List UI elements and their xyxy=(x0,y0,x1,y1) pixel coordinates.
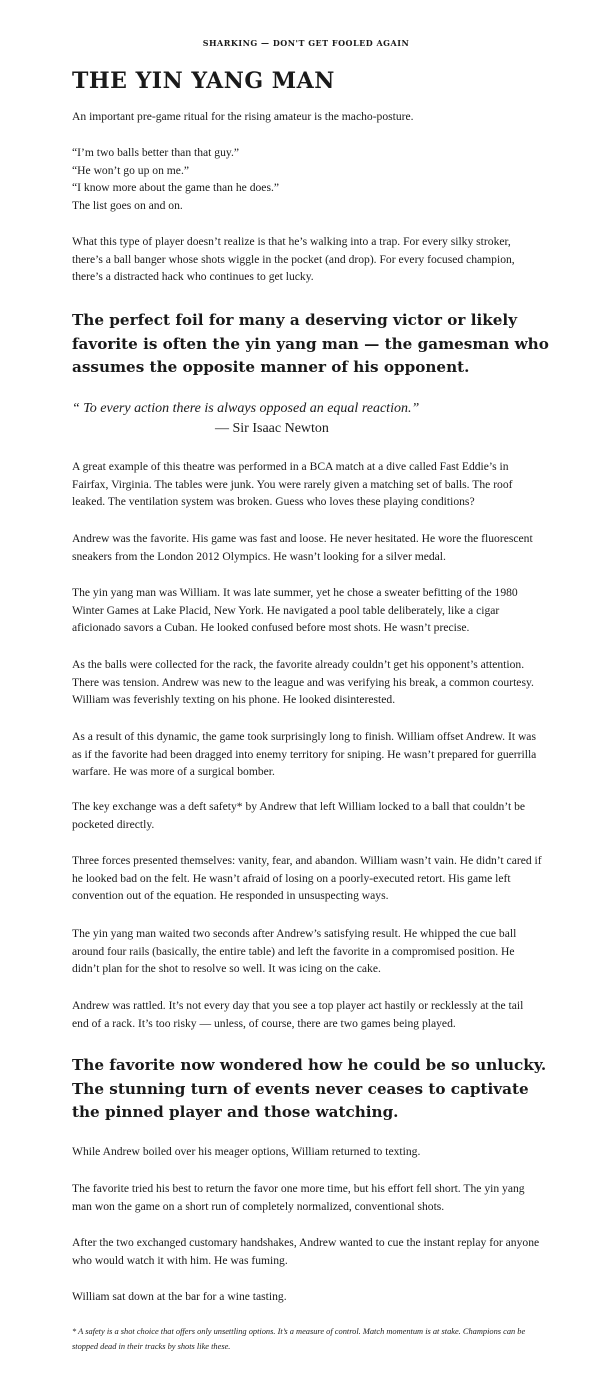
paragraph-rattled: Andrew was rattled. It’s not every day that you see a top player act hastily or recklessly at the tail end of a rack. It’s too risky — unless, of course, there are two games being played. xyxy=(72,999,524,1030)
macho-quotes xyxy=(72,144,542,214)
trap-paragraph: What this type of player doesn’t realize is that he’s walking into a trap. For every silky stroker, there’s a ball banger whose shots wiggle in the pocket (and drop). For every focused champion, there’s a distracted hack who continues to get lucky. xyxy=(72,235,515,283)
quote-line: “He won’t go up on me.” xyxy=(72,163,189,177)
paragraph-forces: Three forces presented themselves: vanity, fear, and abandon. William wasn’t vain. He didn’t cared if he looked bad on the felt. He wasn’t afraid of losing on a poorly-executed retort. His game left convention out of the equation. He responded in unsuspecting ways. xyxy=(72,854,542,902)
quote-line: “I’m two balls better than that guy.” xyxy=(72,146,239,159)
paragraph-safety: The key exchange was a deft safety* by Andrew that left William locked to a ball that couldn’t be pocketed directly. xyxy=(72,800,526,831)
intro-paragraph: An important pre-game ritual for the rising amateur is the macho-posture. xyxy=(72,110,414,123)
paragraph-texting: While Andrew boiled over his meager options, William returned to texting. xyxy=(72,1145,421,1158)
paragraph-handshakes: After the two exchanged customary handshakes, Andrew wanted to cue the instant replay for anyone who would watch it with him. He was fuming. xyxy=(72,1236,540,1267)
pull-quote-2: The favorite now wondered how he could be so unlucky. The stunning turn of events never ceases to captivate the pinned player and those watching. xyxy=(72,1056,547,1121)
paragraph-wine: William sat down at the bar for a wine tasting. xyxy=(72,1290,287,1303)
paragraph-rack: As the balls were collected for the rack, the favorite already couldn’t get his opponent’s attention. There was tension. Andrew was new to the league and was verifying his break, a common courtesy. William was feverishly texting on his phone. He looked disinterested. xyxy=(72,658,534,706)
running-head: SHARKING — DON'T GET FOOLED AGAIN xyxy=(202,38,410,48)
paragraph-dynamic: As a result of this dynamic, the game took surprisingly long to finish. William offset Andrew. It was as if the favorite had been dragged into enemy territory for sniping. He wasn’t prepared for guerrilla warfare. He was more of a surgical bomber. xyxy=(72,730,537,778)
paragraph-william: The yin yang man was William. It was late summer, yet he chose a sweater befitting of the 1980 Winter Games at Lake Placid, New York. He navigated a pool table deliberately, like a cigar aficionado savors a Cuban. He looked confused before most shots. He wasn’t precise. xyxy=(72,586,518,634)
quote-line: The list goes on and on. xyxy=(72,198,183,212)
paragraph-dive: A great example of this theatre was performed in a BCA match at a dive called Fast Eddie’s in Fairfax, Virginia. The tables were junk. You were rarely given a matching set of balls. The roof leaked. The ventilation system was broken. Guess who loves these playing conditions? xyxy=(72,460,513,508)
epigraph-attribution: — Sir Isaac Newton xyxy=(215,421,329,436)
pull-quote-1: The perfect foil for many a deserving victor or likely favorite is often the yin yang man — the gamesman who assumes the opposite manner of his opponent. xyxy=(72,311,549,376)
paragraph-short-run: The favorite tried his best to return the favor one more time, but his effort fell short. The yin yang man won the game on a short run of completely normalized, conventional shots. xyxy=(72,1182,525,1213)
epigraph-quote: “ To every action there is always opposed an equal reaction.” xyxy=(72,401,420,416)
epigraph xyxy=(72,399,542,439)
paragraph-response: The yin yang man waited two seconds after Andrew’s satisfying result. He whipped the cue ball around four rails (basically, the entire table) and left the favorite in a compromised position. He didn’t plan for the shot to resolve so well. It was icing on the cake. xyxy=(72,927,517,975)
article-title: THE YIN YANG MAN xyxy=(72,68,335,94)
footnote: * A safety is a shot choice that offers only unsettling options. It’s a measure of control. Match momentum is at stake. Champions can be stopped dead in their tracks by shots like these. xyxy=(72,1327,526,1351)
quote-line: “I know more about the game than he does.” xyxy=(72,181,280,194)
paragraph-andrew: Andrew was the favorite. His game was fast and loose. He never hesitated. He wore the fluorescent sneakers from the London 2012 Olympics. He wasn’t looking for a silver medal. xyxy=(72,532,533,563)
